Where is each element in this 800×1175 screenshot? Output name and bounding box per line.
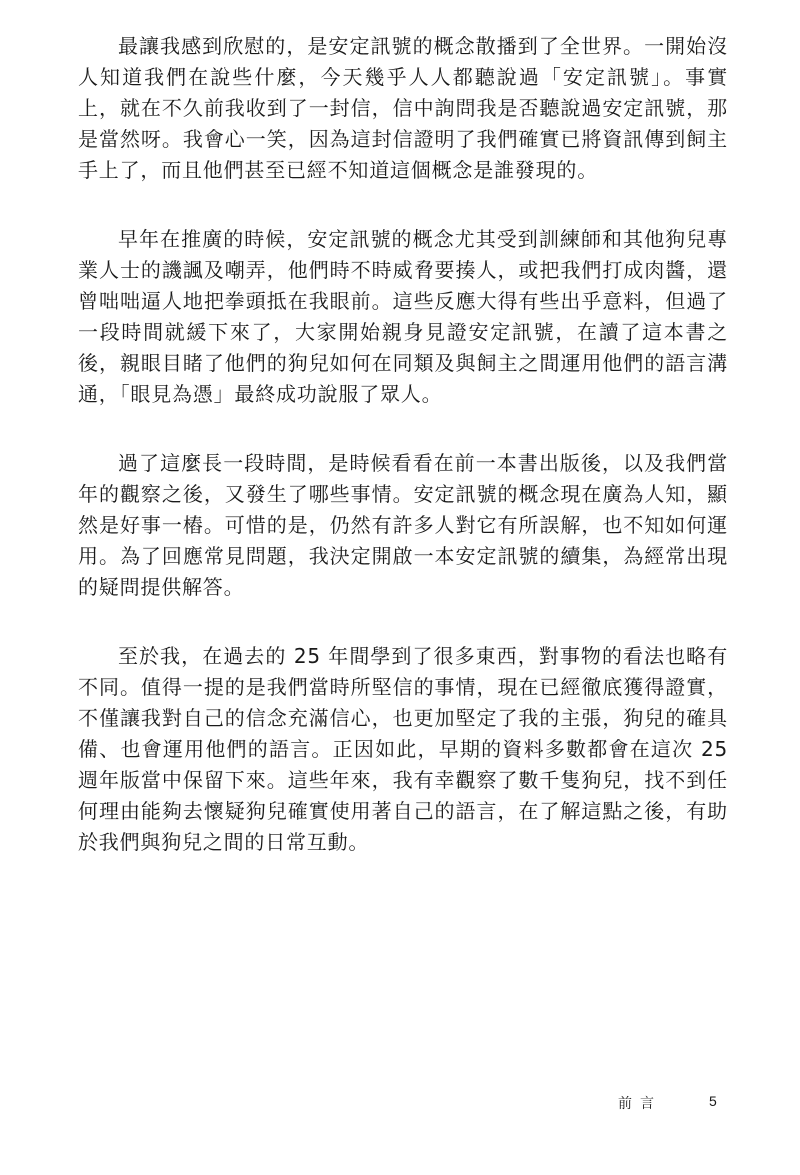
page-number: 5 xyxy=(709,1093,717,1109)
paragraph-4: 至於我，在過去的 25 年間學到了很多東西，對事物的看法也略有不同。值得一提的是我們當時所堅信的事情，現在已經徹底獲得證實，不僅讓我對自己的信念充滿信心，也更加堅定了我的主張，狗兒的確具備、也會運用他們的語言。正因如此，早期的資料多數都會在這次 25 週年版當中保留下來。這些年來，我有幸觀察了數千隻狗兒，找不到任何理由能夠去懷疑狗兒確實使用著自己的語言，在了解這點之後，有助於我們與狗兒之間的日常互動。 xyxy=(78,644,728,854)
paragraph-2: 早年在推廣的時候，安定訊號的概念尤其受到訓練師和其他狗兒專業人士的譏諷及嘲弄，他們時不時威脅要揍人，或把我們打成肉醬，還曾咄咄逼人地把拳頭抵在我眼前。這些反應大得有些出乎意料，但過了一段時間就緩下來了，大家開始親身見證安定訊號，在讀了這本書之後，親眼目睹了他們的狗兒如何在同類及與飼主之間運用他們的語言溝通，「眼見為憑」最終成功說服了眾人。 xyxy=(78,227,728,406)
running-head: 前言 xyxy=(618,1096,662,1112)
body-text xyxy=(78,31,728,896)
page-footer xyxy=(0,1093,800,1117)
paragraph-3: 過了這麼長一段時間，是時候看看在前一本書出版後，以及我們當年的觀察之後，又發生了哪些事情。安定訊號的概念現在廣為人知，顯然是好事一樁。可惜的是，仍然有許多人對它有所誤解，也不知如何運用。為了回應常見問題，我決定開啟一本安定訊號的續集，為經常出現的疑問提供解答。 xyxy=(78,451,728,599)
paragraph-1: 最讓我感到欣慰的，是安定訊號的概念散播到了全世界。一開始沒人知道我們在說些什麼，今天幾乎人人都聽說過「安定訊號」。事實上，就在不久前我收到了一封信，信中詢問我是否聽說過安定訊號，那是當然呀。我會心一笑，因為這封信證明了我們確實已將資訊傳到飼主手上了，而且他們甚至已經不知道這個概念是誰發現的。 xyxy=(78,34,728,182)
